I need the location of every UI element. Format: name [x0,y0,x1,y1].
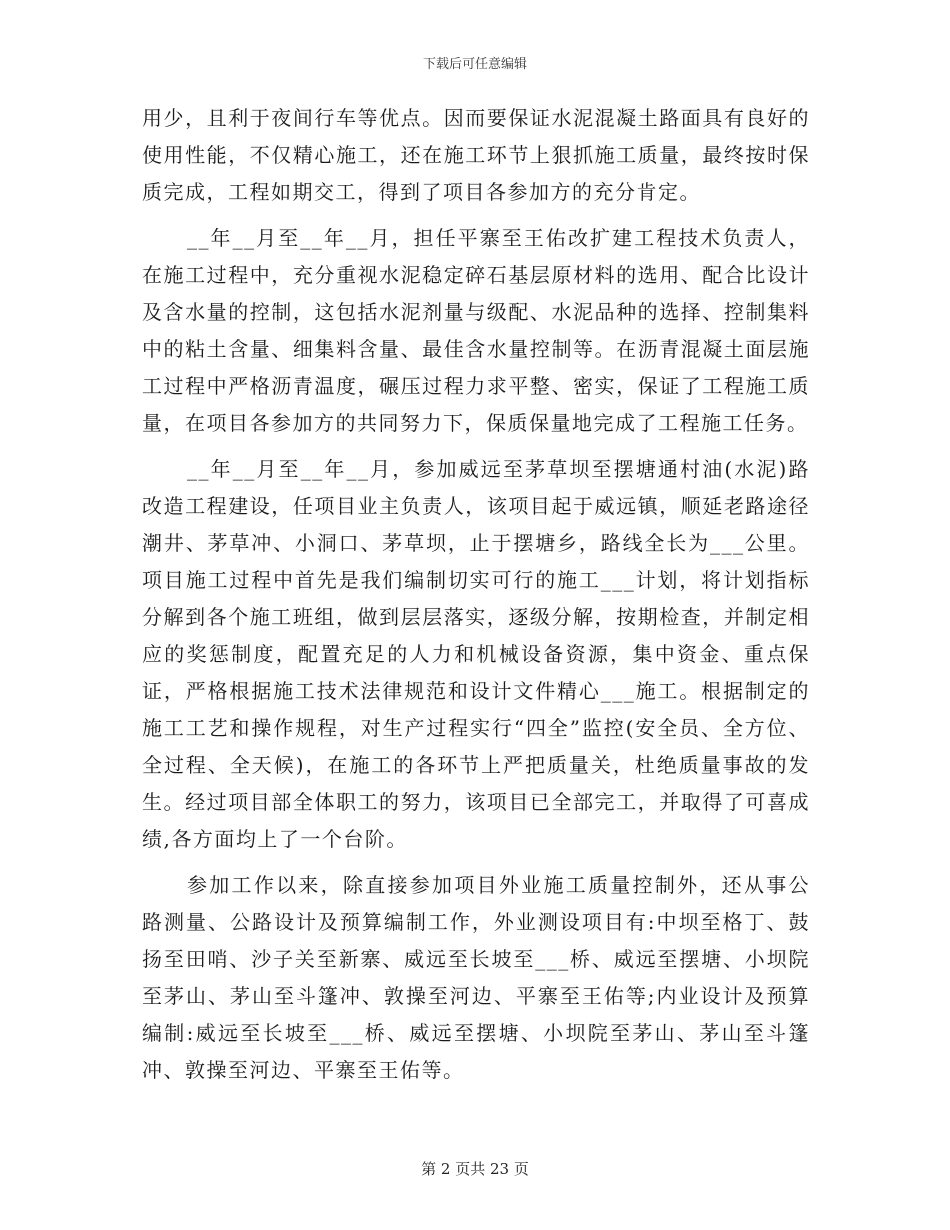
document-body [142,100,810,1098]
paragraph-technical-lead: __年__月至__年__月，担任平寨至王佑改扩建工程技术负责人，在施工过程中，充分重视水泥稳定碎石基层原材料的选用、配合比设计及含水量的控制，这包括水泥剂量与级配、水泥品种的选择、控制集料中的粘土含量、细集料含量、最佳含水量控制等。在沥青混凝土面层施工过程中严格沥青温度，碾压过程力求平整、密实，保证了工程施工质量，在项目各参加方的共同努力下，保质保量地完成了工程施工任务。 [142,226,810,435]
page-header: 下载后可任意编辑 [422,57,527,72]
paragraph-continued: 用少，且利于夜间行车等优点。因而要保证水泥混凝土路面具有良好的使用性能，不仅精心施工，还在施工环节上狠抓施工质量，最终按时保质完成，工程如期交工，得到了项目各参加方的充分肯定。 [142,106,810,204]
paragraph-project-owner: __年__月至__年__月，参加威远至茅草坝至摆塘通村油(水泥)路改造工程建设，任项目业主负责人，该项目起于威远镇，顺延老路途径潮井、茅草冲、小洞口、茅草坝，止于摆塘乡，路线全长为___公里。项目施工过程中首先是我们编制切实可行的施工___计划，将计划指标分解到各个施工班组，做到层层落实，逐级分解，按期检查，并制定相应的奖惩制度，配置充足的人力和机械设备资源，集中资金、重点保证，严格根据施工技术法律规范和设计文件精心___施工。根据制定的施工工艺和操作规程，对生产过程实行“四全”监控(安全员、全方位、全过程、全天候)，在施工的各环节上严把质量关，杜绝质量事故的发生。经过项目部全体职工的努力，该项目已全部完工，并取得了可喜成绩,各方面均上了一个台阶。 [142,457,810,851]
page-number: 第 2 页共 23 页 [421,1160,529,1178]
paragraph-survey-design: 参加工作以来，除直接参加项目外业施工质量控制外，还从事公路测量、公路设计及预算编制工作，外业测设项目有:中坝至格丁、鼓扬至田哨、沙子关至新寨、威远至长坡至___桥、威远至摆塘、小坝院至茅山、茅山至斗篷冲、敦操至河边、平寨至王佑等;内业设计及预算编制:威远至长坡至___桥、威远至摆塘、小坝院至茅山、茅山至斗篷冲、敦操至河边、平寨至王佑等。 [142,873,810,1082]
